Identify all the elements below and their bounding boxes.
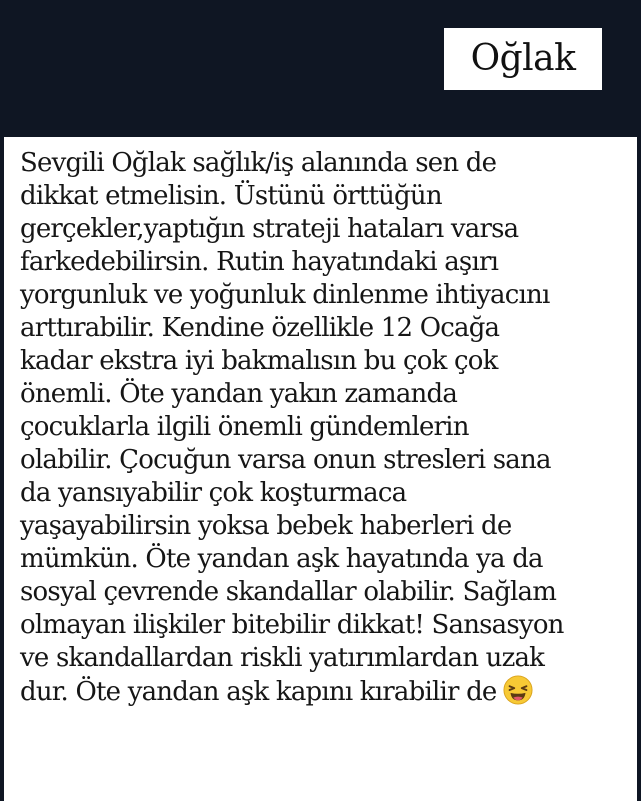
horoscope-card [4,137,637,801]
laughing-face-icon [503,675,533,705]
horoscope-text [20,147,623,709]
page-title: Oğlak [470,38,576,79]
horoscope-text-content: Sevgili Oğlak sağlık/iş alanında sen de dikkat etmelisin. Üstünü örttüğün gerçekler,yaptığın strateji hataları varsa farkedebilirsin. Rutin hayatındaki aşırı yorgunluk ve yoğunluk dinlenme ihtiyacını arttırabilir. Kendine özellikle 12 Ocağa kadar ekstra iyi bakmalısın bu çok çok önemli. Öte yandan yakın zamanda çocuklarla ilgili önemli gündemlerin olabilir. Çocuğun varsa onun stresleri sana da yansıyabilir çok koşturmaca yaşayabilirsin yoksa bebek haberleri de mümkün. Öte yandan aşk hayatında ya da sosyal çevrende skandallar olabilir. Sağlam olmayan ilişkiler bitebilir dikkat! Sansasyon ve skandallardan riskli yatırımlardan uzak dur. Öte yandan aşk kapını kırabilir de [20,148,564,707]
title-box [444,28,602,90]
